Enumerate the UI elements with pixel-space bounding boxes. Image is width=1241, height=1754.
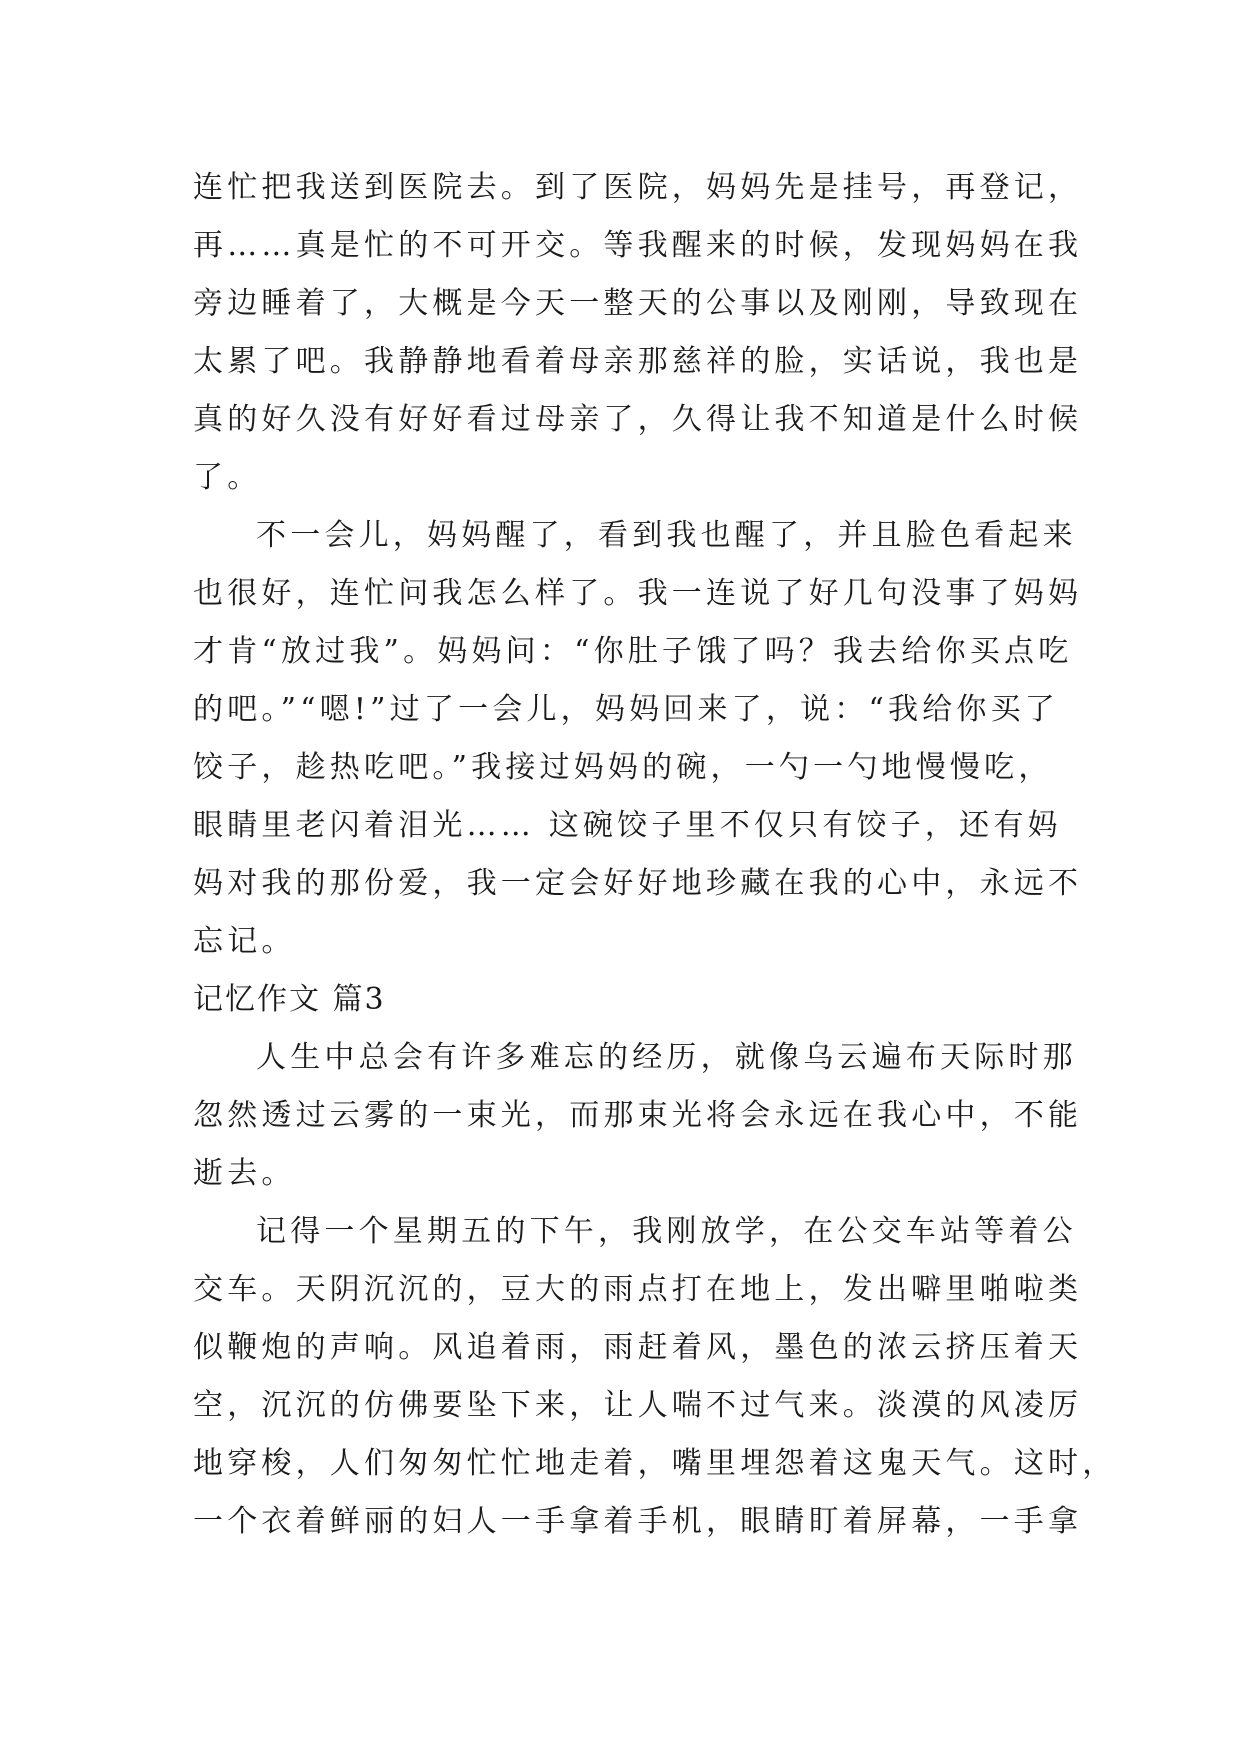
text-line: 空，沉沉的仿佛要坠下来，让人喘不过气来。淡漠的风凌厉: [193, 1388, 1083, 1423]
text-line: 忽然透过云雾的一束光，而那束光将会永远在我心中，不能: [193, 1098, 1083, 1133]
text-line: 交车。天阴沉沉的，豆大的雨点打在地上，发出噼里啪啦类: [193, 1272, 1083, 1307]
text-line: 的吧。”“嗯!”过了一会儿，妈妈回来了，说：“我给你买了: [193, 692, 1060, 727]
text-line: 地穿梭，人们匆匆忙忙地走着，嘴里埋怨着这鬼天气。这时，: [193, 1446, 1117, 1481]
text-line: 眼睛里老闪着泪光…… 这碗饺子里不仅只有饺子，还有妈: [193, 808, 1062, 843]
text-line: 逝去。: [193, 1156, 296, 1191]
text-line: 也很好，连忙问我怎么样了。我一连说了好几句没事了妈妈: [193, 576, 1083, 611]
text-line: 不一会儿，妈妈醒了，看到我也醒了，并且脸色看起来: [256, 518, 1077, 553]
text-line: 饺子，趁热吃吧。”我接过妈妈的碗，一勺一勺地慢慢吃，: [193, 750, 1053, 785]
text-line: 记得一个星期五的下午，我刚放学，在公交车站等着公: [256, 1214, 1077, 1249]
text-line: 真的好久没有好好看过母亲了，久得让我不知道是什么时候: [193, 402, 1083, 437]
text-line: 忘记。: [193, 924, 296, 959]
text-line: 太累了吧。我静静地看着母亲那慈祥的脸，实话说，我也是: [193, 344, 1083, 379]
text-line: 才肯“放过我”。妈妈问：“你肚子饿了吗？我去给你买点吃: [193, 634, 1073, 669]
text-line: 了。: [193, 460, 262, 495]
text-line: 妈对我的那份爱，我一定会好好地珍藏在我的心中，永远不: [193, 866, 1083, 901]
text-line: 连忙把我送到医院去。到了医院，妈妈先是挂号，再登记，: [193, 170, 1083, 205]
text-line: 人生中总会有许多难忘的经历，就像乌云遍布天际时那: [256, 1040, 1077, 1075]
text-line: 旁边睡着了，大概是今天一整天的公事以及刚刚，导致现在: [193, 286, 1083, 321]
section-heading: 记忆作文 篇3: [193, 982, 386, 1017]
text-line: 一个衣着鲜丽的妇人一手拿着手机，眼睛盯着屏幕，一手拿: [193, 1504, 1083, 1539]
text-line: 再……真是忙的不可开交。等我醒来的时候，发现妈妈在我: [193, 228, 1083, 263]
text-line: 似鞭炮的声响。风追着雨，雨赶着风，墨色的浓云挤压着天: [193, 1330, 1083, 1365]
